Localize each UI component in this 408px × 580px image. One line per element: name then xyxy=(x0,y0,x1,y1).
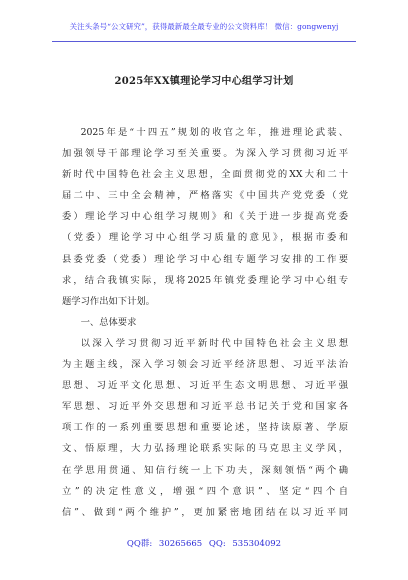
header-promo-note: 关注头条号“公文研究”，获得最新最全最专业的公文资料库！ 微信：gongwenyj xyxy=(69,22,339,31)
body-line: 为主题主线，深入学习领会习近平经济思想、习近平法治 xyxy=(62,359,348,371)
body-line: 县委党委（党委）理论学习中心组专题学习安排的工作要 xyxy=(62,253,348,265)
header-divider xyxy=(52,41,356,42)
body-line: 军思想、习近平外交思想和习近平总书记关于党和国家各 xyxy=(62,401,348,413)
body-line: 立”的决定性意义，增强“四个意识”、坚定“四个自 xyxy=(62,485,348,497)
body-line: 委）理论学习中心组学习规则》和《关于进一步提高党委 xyxy=(62,211,348,223)
body-line: 信”、做到“两个维护”，更加紧密地团结在以习近平同 xyxy=(62,506,348,518)
body-line: 求，结合我镇实际，现将2025年镇党委理论学习中心组专 xyxy=(62,274,348,286)
body-line: 新时代中国特色社会主义思想，全面贯彻党的XX大和二十 xyxy=(62,169,348,181)
body-line: 以深入学习贯彻习近平新时代中国特色社会主义思想 xyxy=(80,337,348,349)
body-line: 文、悟原理，大力弘扬理论联系实际的马克思主义学风， xyxy=(62,443,348,455)
body-line-end: 题学习作出如下计划。 xyxy=(62,295,155,307)
body-line: 思想、习近平文化思想、习近平生态文明思想、习近平强 xyxy=(62,380,348,392)
document-title: 2025年XX镇理论学习中心组学习计划 xyxy=(114,76,294,87)
body-line: 加强领导干部理论学习至关重要。为深入学习贯彻习近平 xyxy=(62,148,348,160)
body-line: 项工作的一系列重要思想和重要论述，坚持读原著、学原 xyxy=(62,422,348,434)
body-line: 在学思用贯通、知信行统一上下功夫，深刻领悟“两个确 xyxy=(62,464,348,476)
footer-contact: QQ群: 30265665 QQ: 535304092 xyxy=(126,539,282,549)
body-line: （党委）理论学习中心组学习质量的意见》，根据市委和 xyxy=(62,232,348,244)
body-line: 2025年是“十四五”规划的收官之年，推进理论武装、 xyxy=(80,127,348,138)
body-line: 届二中、三中全会精神，严格落实《中国共产党党委（党 xyxy=(62,190,348,202)
section-heading: 一、总体要求 xyxy=(80,316,137,328)
document-body xyxy=(62,122,348,523)
